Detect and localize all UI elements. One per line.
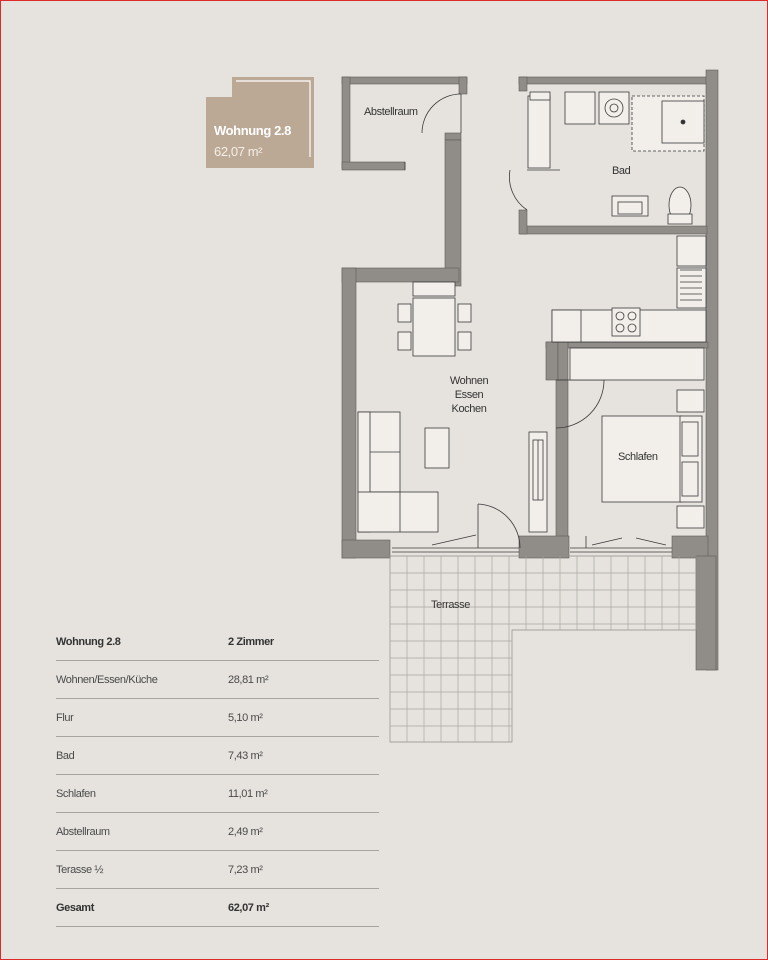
table-row-value: 11,01 m² bbox=[228, 775, 379, 813]
bath-door bbox=[509, 170, 560, 210]
badge-title: Wohnung 2.8 bbox=[214, 123, 291, 138]
table-row-value: 2,49 m² bbox=[228, 813, 379, 851]
table-row-value: 7,43 m² bbox=[228, 737, 379, 775]
room-label-wohnen-line3: Kochen bbox=[451, 403, 487, 415]
table-row bbox=[56, 661, 379, 699]
table-row bbox=[56, 737, 379, 775]
table-total-value: 62,07 m² bbox=[228, 889, 379, 927]
living-furniture bbox=[358, 412, 547, 532]
table-row-value: 28,81 m² bbox=[228, 661, 379, 699]
table-row bbox=[56, 775, 379, 813]
kitchen bbox=[552, 236, 706, 380]
table-row bbox=[56, 813, 379, 851]
table-row-value: 7,23 m² bbox=[228, 851, 379, 889]
table-header-label: Wohnung 2.8 bbox=[56, 623, 228, 661]
table-row bbox=[56, 851, 379, 889]
table-row-value: 5,10 m² bbox=[228, 699, 379, 737]
room-label-wohnen-line1: Wohnen bbox=[449, 375, 489, 387]
table-row-label: Flur bbox=[56, 699, 228, 737]
room-label-bad: Bad bbox=[612, 165, 631, 177]
terrace-tiles bbox=[390, 556, 696, 742]
room-label-wohnen-line2: Essen bbox=[454, 389, 484, 401]
room-label-abstellraum: Abstellraum bbox=[364, 106, 418, 118]
table-row-label: Terasse ½ bbox=[56, 851, 228, 889]
table-row-label: Bad bbox=[56, 737, 228, 775]
room-label-wohnen bbox=[440, 374, 498, 416]
table-total-label: Gesamt bbox=[56, 889, 228, 927]
area-table bbox=[56, 623, 379, 927]
table-total-row bbox=[56, 889, 379, 927]
table-header-row bbox=[56, 623, 379, 661]
bath-fixtures bbox=[528, 92, 704, 224]
room-label-schlafen: Schlafen bbox=[618, 451, 658, 463]
badge-area: 62,07 m² bbox=[214, 144, 263, 159]
room-label-terrasse: Terrasse bbox=[431, 599, 470, 611]
table-header-value: 2 Zimmer bbox=[228, 623, 379, 661]
table-row-label: Schlafen bbox=[56, 775, 228, 813]
dining-set bbox=[398, 282, 471, 356]
table-row-label: Abstellraum bbox=[56, 813, 228, 851]
table-row bbox=[56, 699, 379, 737]
table-row-label: Wohnen/Essen/Küche bbox=[56, 661, 228, 699]
